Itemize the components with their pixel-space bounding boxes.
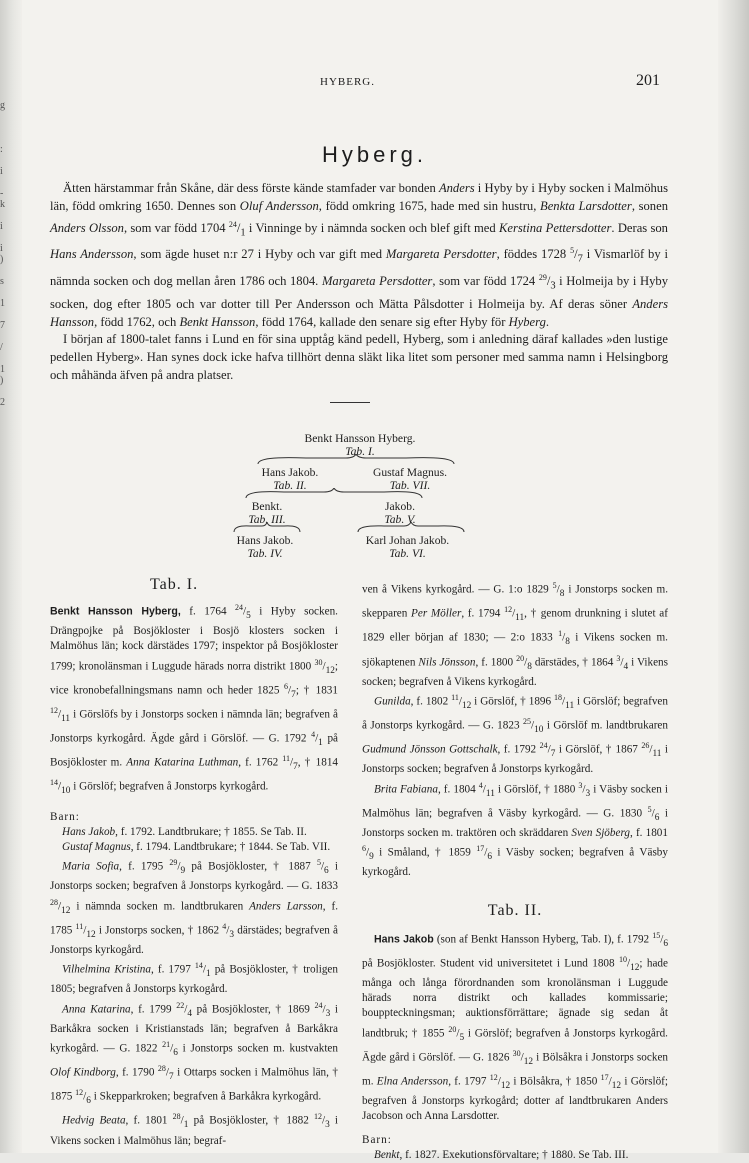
- intro-text: [50, 180, 668, 385]
- tab2-child-1: Benkt, f. 1827. Exekutionsförvaltare; † 1880. Se Tab. III.: [374, 1148, 629, 1161]
- tab1-person-name: Benkt Hansson Hyberg,: [50, 605, 181, 618]
- tab2-entry: Hans Jakob (son af Benkt Hansson Hyberg, Tab. I), f. 1792 $^{15}/_6$ på Bosjökloster. Student vid universitetet i Lund 1808 $^{10}/_{12}$; hade många och långa förordnanden som kronolänsman i Luggude härads norra distrikt och kallades kommissarie; bouppteckningsman; auktionsförrättare; ägnade sig sedan åt landtbruk; † 1855 $^{20}/_5$ i Görslöf; begrafven å Jonstorps kyrkogård. Ägde gård i Görslöf. — G. 1826 $^{30}/_{12}$ i Bölsåkra i Jonstorps socken m. Elna Andersson, f. 1797 $^{12}/_{12}$ i Bölsåkra, † 1850 $^{17}/_{12}$ i Görslöf; begrafven å Jonstorps kyrkogård; dotter af landtbrukaren Anders Jacobson och Anna Larsdotter.: [362, 930, 669, 1123]
- tree-brace-4: [356, 522, 466, 534]
- tree-lr-tab: Tab. V.: [384, 513, 416, 526]
- child-6: Hedvig Beata, f. 1801 $^{28}/_1$ på Bosjökloster, † 1882 $^{12}/_3$ i Vikens socken i Malmöhus län; begraf-: [50, 1112, 339, 1147]
- tree-ll-name: Benkt.: [251, 500, 283, 513]
- page-edge-shadow: [718, 0, 749, 1153]
- tree-root-name: Benkt Hansson Hyberg.: [304, 432, 416, 445]
- tree-brace-2: [244, 488, 424, 500]
- running-title: HYBERG.: [320, 76, 375, 88]
- intro-paragraph-2: I början af 1800-talet fanns i Lund en för sina upptåg känd pedell, Hyberg, som i anledning däraf kallades »den lustige pedellen Hyberg». Han synes dock icke hafva tillhört denna släkt lika litet som personer med samma namn i Helsingborg och måhända äfven på andra platser.: [50, 332, 668, 383]
- tab1-column: [50, 600, 338, 1149]
- child-5: Anna Katarina, f. 1799 $^{22}/_4$ på Bosjökloster, † 1869 $^{24}/_3$ i Barkåkra socken i Kristianstads län; begrafven å Barkåkra kyrkogård. — G. 1822 $^{21}/_6$ i Jonstorps socken m. kustvakten Olof Kindborg, f. 1790 $^{28}/_7$ i Ottarps socken i Malmöhus län, † 1875 $^{12}/_6$ i Skepparkroken; begrafven å Barkåkra kyrkogård.: [50, 1000, 338, 1107]
- section-divider: [330, 402, 370, 403]
- right-column: [362, 578, 668, 1163]
- tree-lrl-tab: Tab. VI.: [389, 547, 426, 560]
- tree-right-tab: Tab. VII.: [389, 479, 431, 492]
- tab1-heading: Tab. I.: [150, 576, 199, 593]
- hedvig-continuation: ven å Vikens kyrkogård. — G. 1:o 1829 $^5/_8$ i Jonstorps socken m. skepparen Per Möller, f. 1794 $^{12}/_{11}$, † genom drunkning i slutet af 1829 eller början af 1830; — 2:o 1833 $^1/_8$ i Vikens socken m. sjökaptenen Nils Jönsson, f. 1800 $^{20}/_8$ därstädes, † 1864 $^3/_4$ i Vikens socken; begrafven å Vikens kyrkogård.: [362, 581, 669, 688]
- child-8: Brita Fabiana, f. 1804 $^4/_{11}$ i Görslöf, † 1880 $^3/_3$ i Väsby socken i Malmöhus län; begrafven å Väsby kyrkogård. — G. 1830 $^5/_6$ i Jonstorps socken m. traktören och skräddaren Sven Sjöberg, f. 1801 $^6/_9$ i Småland, † 1859 $^{17}/_6$ i Väsby socken; begrafven å Väsby kyrkogård.: [362, 780, 669, 879]
- child-7: Gunilda, f. 1802 $^{11}/_{12}$ i Görslöf, † 1896 $^{18}/_{11}$ i Görslöf; begrafven å Jonstorps kyrkogård. — G. 1823 $^{25}/_{10}$ i Görslöf m. landtbrukaren Gudmund Jönsson Gottschalk, f. 1792 $^{24}/_7$ i Görslöf, † 1867 $^{26}/_{11}$ i Jonstorps socken; begrafven å Jonstorps kyrkogård.: [362, 692, 668, 776]
- tab2-barn-label: Barn:: [362, 1133, 392, 1146]
- tree-lll: [225, 534, 305, 560]
- tree-lrl-name: Karl Johan Jakob.: [365, 534, 450, 547]
- tree-root-tab: Tab. I.: [345, 445, 375, 458]
- tree-lr-name: Jakob.: [385, 500, 415, 513]
- child-4: Vilhelmina Kristina, f. 1797 $^{14}/_1$ på Bosjökloster, † troligen 1805; begrafven å Jonstorps kyrkogård.: [50, 961, 338, 996]
- tab2-person-name: Hans Jakob: [374, 933, 434, 946]
- tree-lll-name: Hans Jakob.: [236, 534, 294, 547]
- child-1: Hans Jakob, f. 1792. Landtbrukare; † 1855. Se Tab. II.: [62, 825, 307, 838]
- tree-left-tab: Tab. II.: [273, 479, 307, 492]
- tree-left-name: Hans Jakob.: [261, 466, 319, 479]
- intro-paragraph-1: Ätten härstammar från Skåne, där dess förste kände stamfader var bonden Anders i Hyby by i Hyby socken i Malmöhus län, född omkring 1650. Dennes son Oluf Andersson, född omkring 1675, hade med sin hustru, Benkta Larsdotter, sonen Anders Olsson, som var född 1704 $^{24}/_1$ i Vinninge by i nämnda socken och blef gift med Kerstina Pettersdotter. Deras son Hans Andersson, som ägde huset n:r 27 i Hyby och var gift med Margareta Persdotter, föddes 1728 $^5/_7$ i Vismarlöf by i nämnda socken och dog mellan åren 1786 och 1804. Margareta Persdotter, som var född 1724 $^{29}/_3$ i Holmeija by i Hyby socken, dog efter 1805 och var dotter till Per Andersson och Mätta Pålsdotter i Holmeija by. Af deras söner Anders Hansson, född 1762, och Benkt Hansson, född 1764, kallade den senare sig efter Hyby för Hyberg.: [50, 181, 669, 329]
- tree-lll-tab: Tab. IV.: [247, 547, 283, 560]
- tree-right-name: Gustaf Magnus.: [372, 466, 448, 479]
- tab1-barn-label: Barn:: [50, 810, 80, 823]
- child-3: Maria Sofia, f. 1795 $^{29}/_9$ på Bosjökloster, † 1887 $^5/_6$ i Jonstorps socken; begrafven å Jonstorps kyrkogård. — G. 1833 $^{28}/_{12}$ i nämnda socken m. landtbrukaren Anders Larsson, f. 1785 $^{11}/_{12}$ i Jonstorps socken, † 1862 $^4/_3$ därstädes; begrafven å Jonstorps kyrkogård.: [50, 858, 339, 956]
- tree-brace-1: [256, 454, 456, 466]
- page-title: Hyberg.: [321, 142, 428, 167]
- child-2: Gustaf Magnus, f. 1794. Landtbrukare; † 1844. Se Tab. VII.: [62, 841, 331, 854]
- tree-lrl: [350, 534, 465, 560]
- tab1-entry: Benkt Hansson Hyberg, f. 1764 $^{24}/_5$ i Hyby socken. Drängpojke på Bosjökloster i Bosjö klosters socken i Malmöhus län; kock därstädes 1797; inspektor på Bosjökloster 1799; kronolänsman i Luggude härads norra distrikt 1800 $^{30}/_{12}$; vice kronobefallningsmans namn och heder 1825 $^6/_7$; † 1831 $^{12}/_{11}$ i Görslöfs by i Jonstorps socken i nämnda län; begrafven å Jonstorps kyrkogård. Ägde gård i Görslöf. — G. 1792 $^4/_1$ på Bosjökloster m. Anna Katarina Luthman, f. 1762 $^{11}/_7$, † 1814 $^{14}/_{10}$ i Görslöf; begrafven å Jonstorps kyrkogård.: [50, 603, 339, 797]
- tab2-heading: Tab. II.: [487, 901, 543, 919]
- tree-brace-3: [232, 522, 302, 534]
- tree-ll-tab: Tab. III.: [248, 513, 286, 526]
- page-number: 201: [636, 72, 660, 89]
- margin-marks: g : i - k i i ) s 1 7 / 1 ) 2: [0, 100, 5, 408]
